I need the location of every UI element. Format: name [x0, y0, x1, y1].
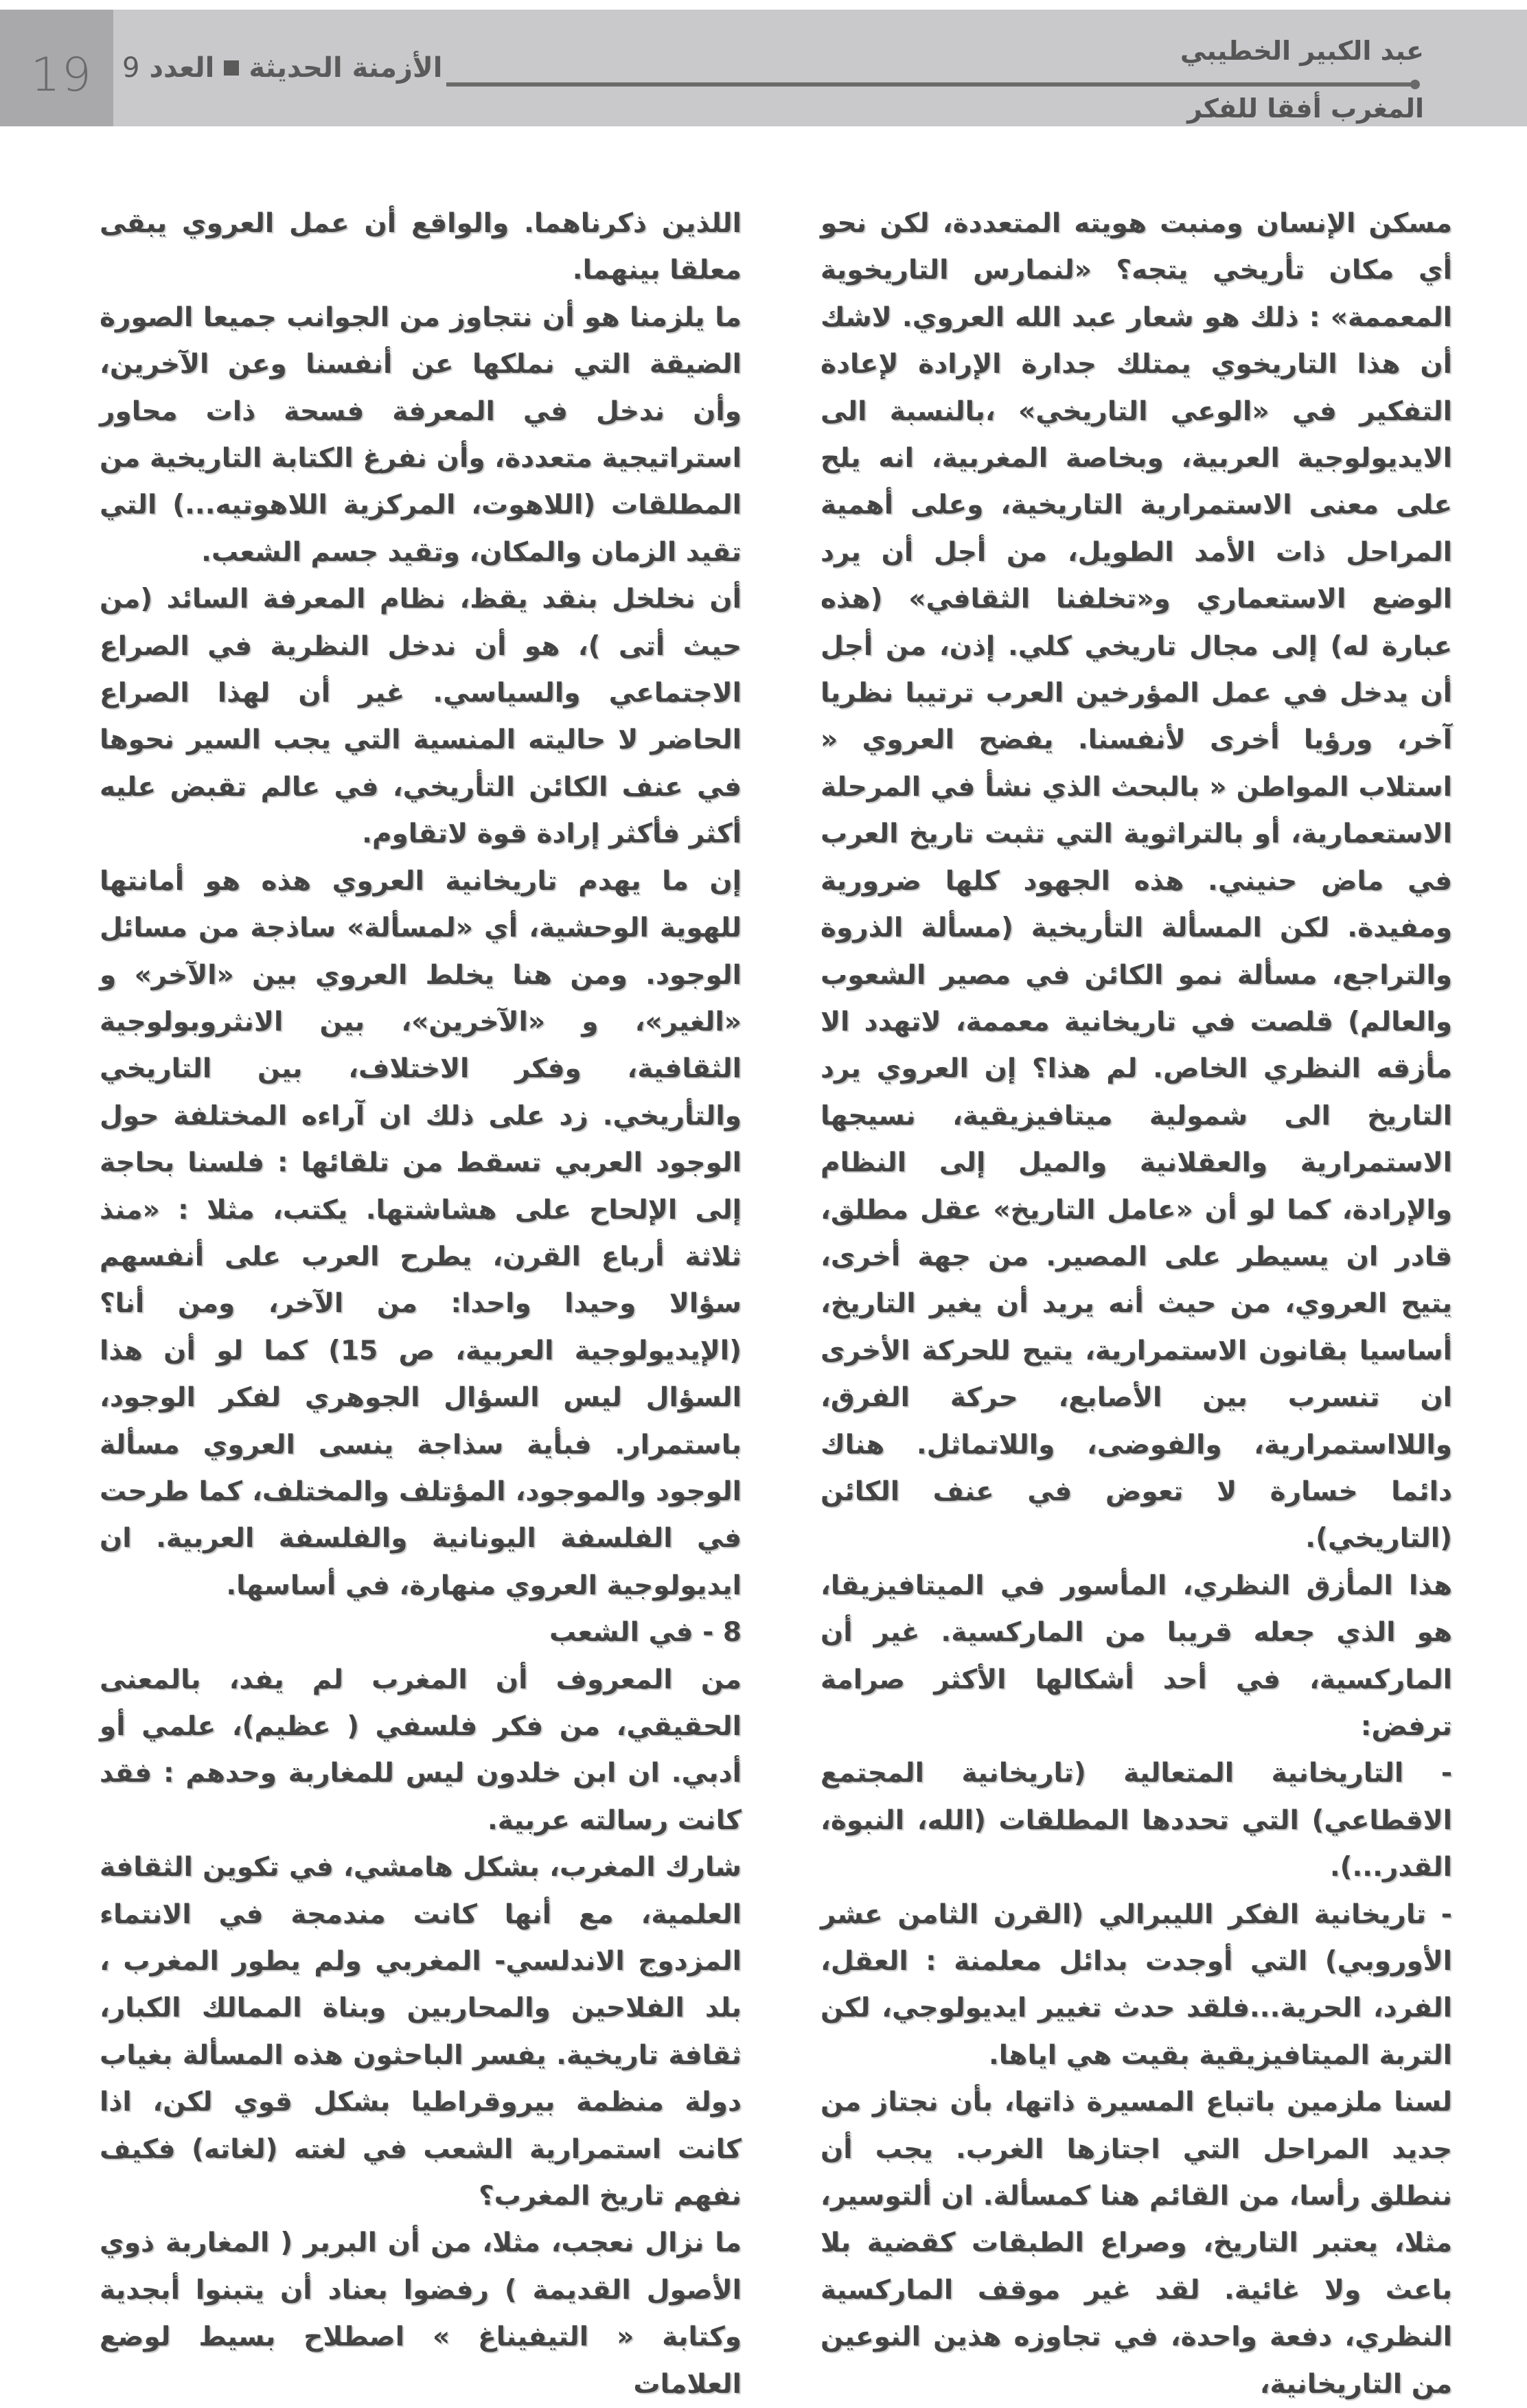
paragraph: شارك المغرب، بشكل هامشي، في تكوين الثقافة العلمية، مع أنها كانت مندمجة في الانتماء المزدوج الاندلسي- المغربي ولم يطور المغرب ، بلد الفلاحين والمحاربين وبناة الممالك الكبار، ثقافة تاريخية. يفسر الباحثون هذه المسألة بغياب دولة منظمة بيروقراطيا بشكل قوي لكن، اذا كانت استمرارية الشعب في لغته (لغاته) فكيف نفهم تاريخ المغرب؟ [100, 1852, 742, 2212]
paragraph: أن نخلخل بنقد يقظ، نظام المعرفة السائد (من حيث أتى )، هو أن ندخل النظرية في الصراع الاجتماعي والسياسي. غير أن لهذا الصراع الحاضر لا حاليته المنسية التي يجب السير نحوها في عنف الكائن التأريخي، في عالم تقبض عليه أكثر فأكثر إرادة قوة لاتقاوم. [100, 584, 742, 850]
text-column-right [820, 200, 1452, 2408]
paragraph: إن ما يهدم تاريخانية العروي هذه هو أمانتها للهوية الوحشية، أي «لمسألة» ساذجة من مسائل الوجود. ومن هنا يخلط العروي بين «الآخر» و «الغير»، و «الآخرين»، بين الانثروبولوجية الثقافية، وفكر الاختلاف، بين التاريخي والتأريخي. زد على ذلك ان آراءه المختلفة حول الوجود العربي تسقط من تلقائها : فلسنا بحاجة إلى الإلحاح على هشاشتها. يكتب، مثلا : «منذ ثلاثة أرباع القرن، يطرح العرب على أنفسهم سؤالا وحيدا واحدا: من الآخر، ومن أنا؟ (الإيديولوجية العربية، ص 15) كما لو أن هذا السؤال ليس السؤال الجوهري لفكر الوجود، باستمرار. فبأية سذاجة ينسى العروي مسألة الوجود والموجود، المؤتلف والمختلف، كما طرحت في الفلسفة اليونانية والفلسفة العربية. ان ايديولوجية العروي منهارة، في أساسها. [100, 865, 742, 1601]
paragraph: من المعروف أن المغرب لم يفد، بالمعنى الحقيقي، من فكر فلسفي ( عظيم)، علمي أو أدبي. ان ابن خلدون ليس للمغاربة وحدهم : فقد كانت رسالته عربية. [100, 1664, 742, 1836]
page-number: 19 [30, 48, 93, 102]
header-rule [446, 82, 1414, 87]
author-name: عبد الكبير الخطيبي [1180, 36, 1424, 66]
section-heading: 8 - في الشعب [549, 1617, 742, 1649]
paragraph: هذا المأزق النظري، المأسور في الميتافيزيقا، هو الذي جعله قريبا من الماركسية. غير أن الماركسية، في أحد أشكالها الأكثر صرامة ترفض: [820, 1570, 1452, 1742]
issue-label: العدد [149, 52, 215, 84]
paragraph: مسكن الإنسان ومنبت هويته المتعددة، لكن نحو أي مكان تأريخي يتجه؟ «لنمارس التاريخوية المعممة» : ذلك هو شعار عبد الله العروي. لاشك أن هذا التاريخوي يمتلك جدارة الإرادة لإعادة التفكير في «الوعي التاريخي» ،بالنسبة الى الايديولوجية العربية، وبخاصة المغربية، انه يلح على معنى الاستمرارية التاريخية، وعلى أهمية المراحل ذات الأمد الطويل، من أجل أن يرد الوضع الاستعماري و«تخلفنا الثقافي» (هذه عبارة له) إلى مجال تاريخي كلي. إذن، من أجل أن يدخل في عمل المؤرخين العرب ترتيبا نظريا آخر، ورؤيا أخرى لأنفسنا. يفضح العروي « استلاب المواطن « بالبحث الذي نشأ في المرحلة الاستعمارية، أو بالتراثوية التي تثبت تاريخ العرب في ماض حنيني. هذه الجهود كلها ضرورية ومفيدة. لكن المسألة التأريخية (مسألة الذروة والتراجع، مسألة نمو الكائن في مصير الشعوب والعالم) قلصت في تاريخانية معممة، لاتهدد الا مأزقه النظري الخاص. لم هذا؟ إن العروي يرد التاريخ الى شمولية ميتافيزيقية، نسيجها الاستمرارية والعقلانية والميل إلى النظام والإرادة، كما لو أن «عامل التاريخ» عقل مطلق، قادر ان يسيطر على المصير. من جهة أخرى، يتيح العروي، من حيث أنه يريد أن يغير التاريخ، أساسيا بقانون الاستمرارية، يتيح للحركة الأخرى ان تنسرب بين الأصابع، حركة الفرق، واللااستمرارية، والفوضى، واللاتماثل. هناك دائما خسارة لا تعوض في عنف الكائن (التاريخي). [820, 208, 1452, 1555]
issue-number: 9 [122, 52, 140, 84]
article-title: المغرب أفقا للفكر [1187, 93, 1424, 124]
paragraph: لسنا ملزمين باتباع المسيرة ذاتها، بأن نجتاز من جديد المراحل التي اجتازها الغرب. يجب أن ننطلق رأسا، من القائم هنا كمسألة. ان ألتوسير، مثلا، يعتبر التاريخ، وصراع الطبقات كقضية بلا باعث ولا غائية. لقد غير موقف الماركسية النظري، دفعة واحدة، في تجاوزه هذين النوعين من التاريخانية، [820, 2087, 1452, 2400]
rule-dot-icon [1410, 80, 1420, 89]
magazine-name: الأزمنة الحديثة [249, 52, 443, 84]
list-item: - تاريخانية الفكر الليبرالي (القرن الثامن عشر الأوروبي) التي أوجدت بدائل معلمنة : العقل، الفرد، الحرية...فلقد حدث تغيير ايديولوجي، لكن التربة الميتافيزيقية بقيت هي اياها. [820, 1899, 1452, 2071]
magazine-issue-label [122, 52, 442, 84]
list-item: - التاريخانية المتعالية (تاريخانية المجتمع الاقطاعي) التي تحددها المطلقات (الله، النبوة، القدر...). [820, 1758, 1452, 1883]
paragraph: اللذين ذكرناهما. والواقع أن عمل العروي يبقى معلقا بينهما. [100, 208, 742, 286]
page-number-box [0, 10, 113, 126]
running-header [0, 10, 1527, 126]
square-bullet-icon [224, 60, 239, 76]
paragraph: ما نزال نعجب، مثلا، من أن البربر ( المغاربة ذوي الأصول القديمة ) رفضوا بعناد أن يتبنوا أبجدية وكتابة « التيفيناغ » اصطلاح بسيط لوضع العلامات [100, 2227, 742, 2400]
paragraph: ما يلزمنا هو أن نتجاوز من الجوانب جميعا الصورة الضيقة التي نملكها عن أنفسنا وعن الآخرين، وأن ندخل في المعرفة فسحة ذات محاور استراتيجية متعددة، وأن نفرغ الكتابة التاريخية من المطلقات (اللاهوت، المركزية اللاهوتيه...) التي تقيد الزمان والمكان، وتقيد جسم الشعب. [100, 301, 742, 568]
text-column-left [100, 200, 742, 2408]
